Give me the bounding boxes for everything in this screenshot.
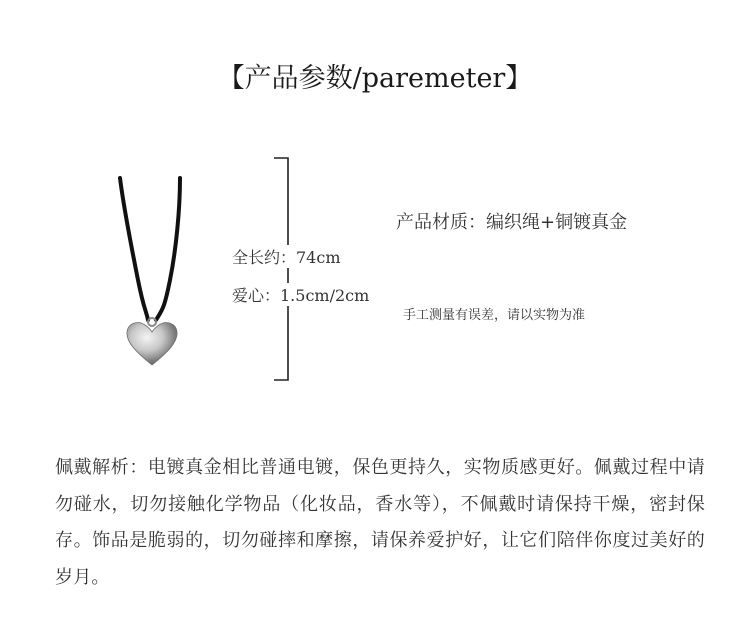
bail: [148, 318, 156, 326]
section-title: 【产品参数/paremeter】: [217, 63, 533, 94]
heart-pendant: [127, 323, 177, 365]
measurement-note: 手工测量有误差，请以实物为准: [403, 308, 586, 323]
wear-description: 佩戴解析：电镀真金相比普通电镀，保色更持久，实物质感更好。佩戴过程中请勿碰水，切勿接触化学物品（化妆品，香水等），不佩戴时请保持干燥，密封保存。饰品是脆弱的，切勿碰摔和摩擦，请保养爱护好，让它们陪伴你度过美好的岁月。: [55, 457, 705, 588]
total-length: 全长约：74cm: [232, 245, 345, 268]
product-material: 产品材质：编织绳+铜镀真金: [396, 212, 628, 233]
necklace-image: [100, 170, 210, 380]
cord-left: [120, 178, 148, 320]
heart-size: 爱心：1.5cm/2cm: [232, 283, 373, 306]
measure-bracket: [270, 156, 296, 382]
cord-right: [156, 178, 180, 320]
